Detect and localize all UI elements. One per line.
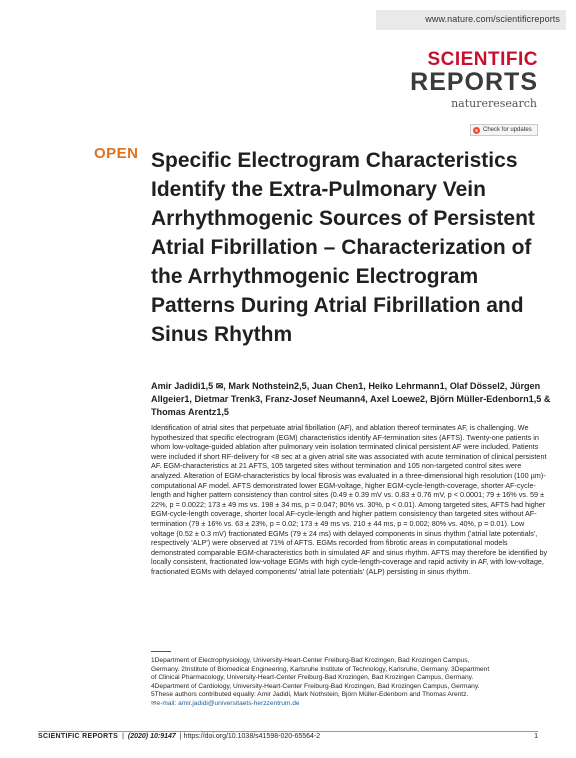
footer-separator: | bbox=[122, 733, 124, 740]
logo-scientific: SCIENTIFIC bbox=[427, 49, 538, 70]
affiliation-line: 1Department of Electrophysiology, University-Heart-Center Freiburg-Bad Krozingen, Bad Krozingen Campus, bbox=[151, 657, 470, 664]
journal-url[interactable]: www.nature.com/scientificreports bbox=[425, 14, 560, 24]
journal-logo[interactable] bbox=[410, 50, 538, 110]
affiliation-line: 4Department of Cardiology, University-Heart-Center Freiburg-Bad Krozingen, Bad Krozingen Campus, Germany. bbox=[151, 682, 480, 690]
logo-reports: REPORTS bbox=[410, 68, 538, 96]
page-number: 1 bbox=[534, 733, 538, 740]
affiliation-line: of Clinical Pharmacology, University-Heart-Center Freiburg-Bad Krozingen, Bad Krozingen Campus, Germany. bbox=[151, 674, 474, 682]
page-footer bbox=[38, 733, 538, 740]
article-title: Specific Electrogram Characteristics Identify the Extra-Pulmonary Vein Arrhythmogenic Sources of Persistent Atrial Fibrillation – Characterization of the Arrhythmogenic Electrogram Patterns During Atrial Fibrillation and Sinus Rhythm bbox=[151, 149, 535, 346]
affiliations bbox=[151, 657, 561, 709]
check-updates-label: Check for updates bbox=[483, 127, 532, 133]
affiliations-divider bbox=[151, 651, 171, 652]
corresponding-email[interactable]: ✉e-mail: amir.jadidi@universitaets-herzzentrum.de bbox=[151, 699, 300, 707]
logo-natureresearch: natureresearch bbox=[451, 97, 537, 110]
footer-divider bbox=[38, 731, 538, 732]
abstract-text: Identification of atrial sites that perpetuate atrial fibrillation (AF), and ablation thereof terminates AF, is challenging. We hypothesized that specific electrogram (EGM) characteristics identify AF-termination sites (AFTS). Twenty-one patients in whom low-voltage-guided ablation after pulmonary vein isolation terminated clinical persistent AF were included. Patients were included if short RF-delivery for <8 sec at a given atrial site was associated with acute termination of clinical persistent AF. EGM-characteristics at 21 AFTS, 105 targeted sites without termination and 105 non-targeted control sites were analyzed. Alteration of EGM-characteristics by local fibrosis was evaluated in a three-dimensional high resolution (100 µm)-computational AF model. AFTS demonstrated lower EGM-voltage, higher EGM-cycle-length-coverage, shorter AF-cycle-length and higher pattern consistency than control sites (0.49 ± 0.39 mV vs. 0.83 ± 0.76 mV, p < 0.0001; 79 ± 16% vs. 59 ± 22%, p = 0.0022; 173 ± 49 ms vs. 198 ± 34 ms, p = 0.047; 80% vs. 30%, p < 0.01). Among targeted sites, AFTS had higher EGM-cycle-length coverage, shorter local AF-cycle-length and higher pattern consistency than targeted sites without AF-termination (79 ± 16% vs. 63 ± 23%, p = 0.02; 173 ± 49 ms vs. 210 ± 44 ms, p = 0.002; 80% vs. 40%, p = 0.01). Low voltage (0.52 ± 0.3 mV) fractionated EGMs (79 ± 24 ms) with delayed components in sinus rhythm ('atrial late potentials', respectively 'ALP') were observed at 71% of AFTS. EGMs recorded from fibrotic areas in computational models demonstrated comparable EGM-characteristics both in simulated AF and sinus rhythm. AFTS may therefore be identified by locally consistent, fractionated low-voltage EGMs with high cycle-length-coverage and rapid activity in AF, with low-voltage, fractionated EGMs with delayed components/ 'atrial late potentials' (ALP) persisting in sinus rhythm. bbox=[151, 423, 548, 576]
open-access-label: OPEN bbox=[94, 145, 139, 162]
footer-journal: SCIENTIFIC REPORTS bbox=[38, 733, 119, 740]
author-list: Amir Jadidi1,5 ✉, Mark Nothstein2,5, Juan Chen1, Heiko Lehrmann1, Olaf Dössel2, Jürgen Allgeier1, Dietmar Trenk3, Franz-Josef Neumann4, Axel Loewe2, Björn Müller-Edenborn1,5 & Thomas Arentz1,5 bbox=[151, 381, 551, 417]
footer-doi[interactable]: | https://doi.org/10.1038/s41598-020-65564-2 bbox=[179, 733, 321, 740]
footer-citation: (2020) 10:9147 bbox=[127, 733, 176, 740]
affiliation-line: 5These authors contributed equally: Amir Jadidi, Mark Nothstein, Björn Müller-Edenborn and Thomas Arentz. bbox=[151, 691, 469, 699]
crossmark-icon bbox=[473, 127, 480, 134]
check-for-updates-button[interactable] bbox=[470, 124, 538, 136]
abstract bbox=[151, 423, 549, 577]
affiliation-line: Germany. 2Institute of Biomedical Engineering, Karlsruhe Institute of Technology, Karlsruhe, Germany. 3Department bbox=[151, 665, 490, 673]
